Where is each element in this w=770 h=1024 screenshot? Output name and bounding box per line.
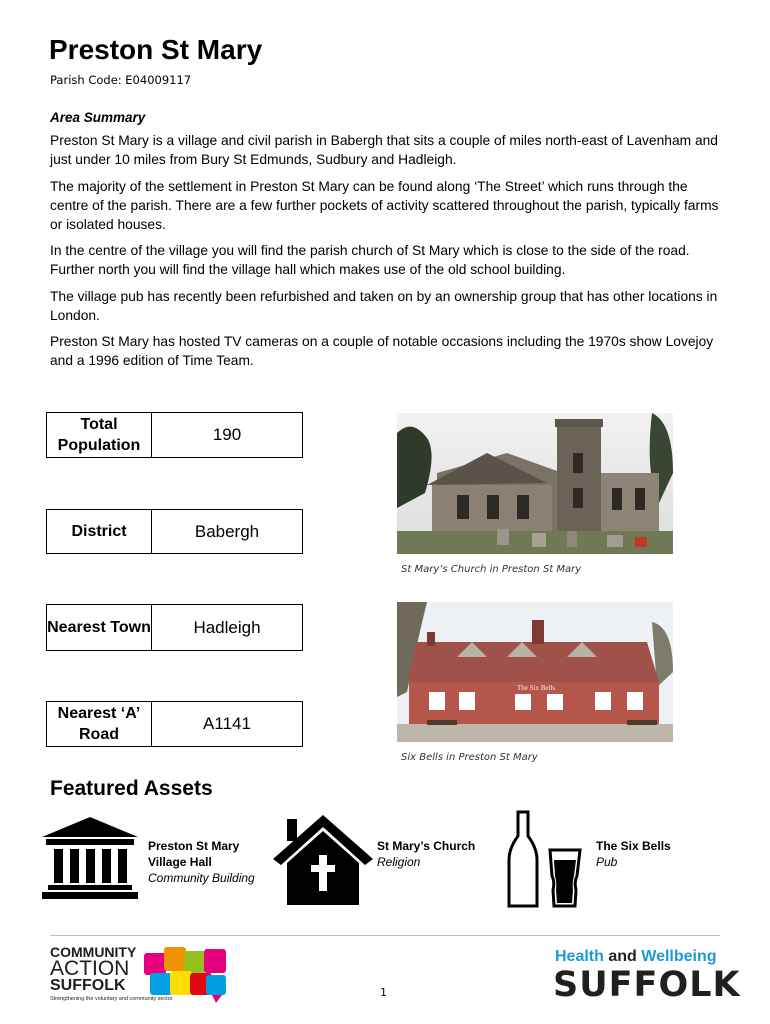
stat-label: Nearest Town: [47, 605, 152, 650]
health-and-wellbeing-suffolk-logo: [553, 948, 741, 1008]
cas-logo-line1: COMMUNITY: [50, 944, 137, 960]
stat-nearest-town: [46, 604, 303, 651]
pub-icon: [506, 810, 586, 910]
church-photo-caption: St Mary’s Church in Preston St Mary: [401, 564, 582, 575]
stat-nearest-a-road: [46, 701, 303, 747]
hws-logo-health: Health: [555, 948, 604, 965]
parish-code: Parish Code: E04009117: [50, 73, 192, 87]
puzzle-icon: [144, 945, 228, 1005]
pub-photo: [397, 602, 673, 742]
stat-label: Nearest ‘A’ Road: [47, 702, 152, 746]
summary-paragraph: In the centre of the village you will find the parish church of St Mary which is close to the side of the road. Further north you will find the village hall which makes use of the old school building.: [50, 243, 690, 277]
asset-pub: [596, 838, 671, 870]
hws-logo-wellbeing: Wellbeing: [641, 948, 717, 965]
page-number: 1: [380, 986, 387, 999]
pub-photo-caption: Six Bells in Preston St Mary: [401, 752, 538, 763]
stat-total-population: [46, 412, 303, 458]
asset-title: The Six Bells: [596, 839, 671, 853]
footer-divider: [50, 935, 720, 936]
hws-logo-line1: [555, 948, 717, 966]
stat-district: [46, 509, 303, 554]
hws-logo-and: and: [603, 948, 642, 965]
hws-logo-line2: SUFFOLK: [553, 965, 741, 1005]
asset-type: Pub: [596, 855, 618, 869]
asset-type: Religion: [377, 855, 421, 869]
asset-type: Community Building: [148, 871, 255, 885]
asset-title: St Mary’s Church: [377, 839, 476, 853]
stat-label: District: [47, 510, 152, 553]
summary-paragraph: The majority of the settlement in Preston St Mary can be found along ‘The Street’ which runs through the centre of the parish. There are a few further pockets of activity scattered throughout the parish, typically farms or isolated houses.: [50, 179, 719, 232]
asset-title: Preston St Mary: [148, 839, 240, 853]
summary-paragraph: Preston St Mary is a village and civil parish in Babergh that sits a couple of miles north-east of Lavenham and just under 10 miles from Bury St Edmunds, Sudbury and Hadleigh.: [50, 133, 718, 167]
church-photo: [397, 413, 673, 554]
asset-church: [377, 838, 475, 870]
pub-sign: The Six Bells: [517, 684, 556, 692]
summary-paragraph: The village pub has recently been refurbished and taken on by an ownership group that has other locations in London.: [50, 289, 718, 323]
cas-logo-line3: SUFFOLK: [50, 977, 126, 994]
page-title: Preston St Mary: [49, 34, 263, 65]
stat-value: Hadleigh: [193, 617, 261, 637]
stat-value: Babergh: [194, 521, 260, 541]
church-icon: [273, 815, 373, 905]
stat-value: A1141: [203, 714, 251, 733]
village-hall-icon: [42, 817, 138, 899]
stat-label: Total Population: [47, 413, 152, 457]
cas-logo-line2: ACTION: [50, 957, 130, 980]
community-action-suffolk-logo: [50, 945, 232, 1009]
summary-paragraph: Preston St Mary has hosted TV cameras on a couple of notable occasions including the 1970s show Lovejoy and a 1996 edition of Time Team.: [50, 334, 714, 368]
stat-value: 190: [212, 425, 242, 444]
cas-logo-tagline: Strengthening the voluntary and community sector: [50, 996, 173, 1002]
asset-title: Village Hall: [148, 855, 212, 869]
featured-assets-heading: Featured Assets: [50, 777, 213, 800]
area-summary-heading: Area Summary: [50, 110, 146, 125]
asset-village-hall: [148, 838, 255, 886]
